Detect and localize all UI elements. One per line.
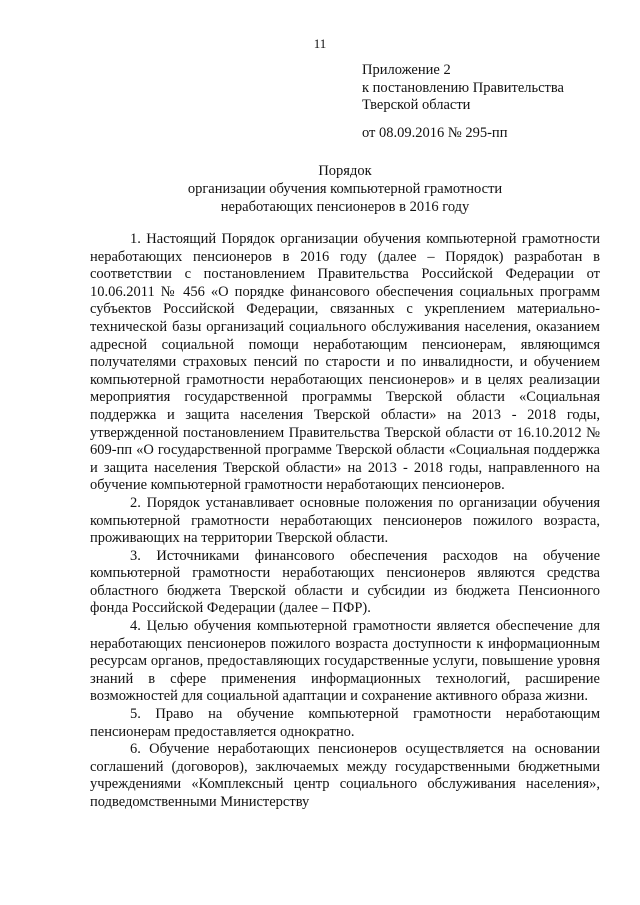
title-line-1: Порядок <box>318 163 372 179</box>
document-body <box>90 231 600 812</box>
title-line-2: организации обучения компьютерной грамотности <box>187 181 503 197</box>
paragraph-4: 4. Целью обучения компьютерной грамотности является обеспечение для неработающих пенсионеров пожилого возраста доступности к информационным ресурсам органов, предоставляющих государственные услуги, повышение уровня знаний в сфере применения информационных технологий, расширение возможностей для социальной адаптации и сохранение активного образа жизни. <box>90 618 600 705</box>
paragraph-2: 2. Порядок устанавливает основные положения по организации обучения компьютерной грамотности неработающих пенсионеров пожилого возраста, проживающих на территории Тверской области. <box>90 494 600 547</box>
paragraph-5: 5. Право на обучение компьютерной грамотности неработающим пенсионерам предоставляется однократно. <box>90 706 600 740</box>
appendix-line-1: Приложение 2 <box>362 62 451 78</box>
appendix-line-3: Тверской области <box>362 97 471 113</box>
document-title <box>90 162 600 216</box>
appendix-line-2: к постановлению Правительства <box>362 79 564 96</box>
appendix-block <box>362 62 632 142</box>
page-number: 11 <box>313 36 327 51</box>
appendix-date-line: от 08.09.2016 № 295-пп <box>362 124 508 141</box>
paragraph-6: 6. Обучение неработающих пенсионеров осуществляется на основании соглашений (договоров), заключаемых между государственными бюджетными учреждениями «Комплексный центр социального обслуживания населения», подведомственными Министерству <box>90 741 600 810</box>
paragraph-1: 1. Настоящий Порядок организации обучения компьютерной грамотности неработающих пенсионеров в 2016 году (далее – Порядок) разработан в соответствии с постановлением Правительства Российской Федерации от 10.06.2011 № 456 «О порядке финансового обеспечения социальных программ субъектов Российской Федерации, связанных с укреплением материально-технической базы организаций социального обслуживания населения, оказанием адресной социальной помощи неработающим пенсионерам, являющимся получателями страховых пенсий по старости и по инвалидности, и обучением компьютерной грамотности неработающих пенсионеров» и в целях реализации мероприятия государственной программы Тверской области «Социальная поддержка и защита населения Тверской области» на 2013 - 2018 годы, утвержденной постановлением Правительства Тверской области от 16.10.2012 № 609-пп «О государственной программе Тверской области «Социальная поддержка и защита населения Тверской области» на 2013 - 2018 годы, направленного на обучение компьютерной грамотности неработающих пенсионеров. <box>90 231 600 494</box>
paragraph-3: 3. Источниками финансового обеспечения расходов на обучение компьютерной грамотности неработающих пенсионеров являются средства областного бюджета Тверской области и субсидии из бюджета Пенсионного фонда Российской Федерации (далее – ПФР). <box>90 547 600 617</box>
title-line-3: неработающих пенсионеров в 2016 году <box>220 199 470 215</box>
